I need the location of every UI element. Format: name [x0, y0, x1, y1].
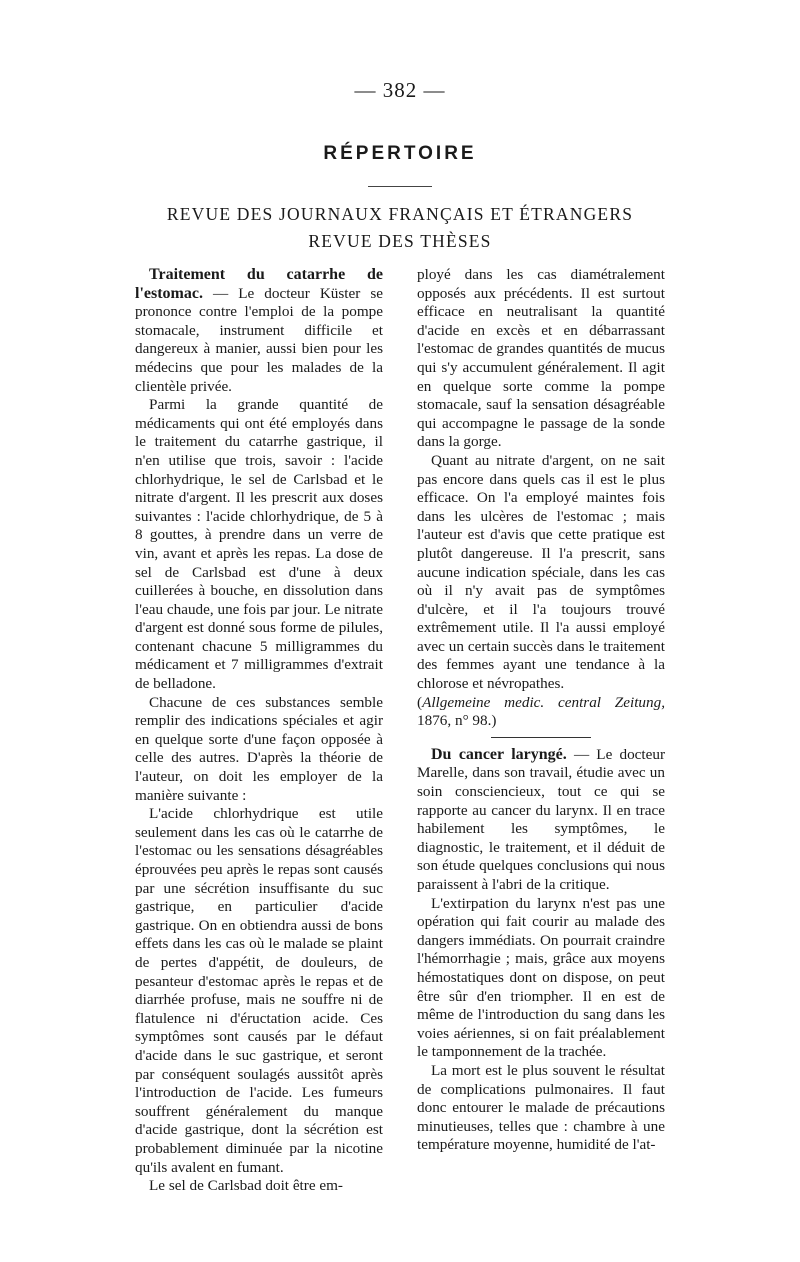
article-1-paragraph-1: [135, 266, 383, 396]
article-1-paragraph-6: Quant au nitrate d'argent, on ne sait pas encore dans quels cas il est le plus efficace. On l'a employé maintes fois dans les ulcères de l'estomac ; mais l'auteur est d'avis que cette pratique est plutôt dangereuse. Il l'a prescrit, sans aucune indication spéciale, dans les cas où il n'y avait pas de symptômes d'ulcère, et il l'a toujours trouvé extrêmement utile. Il l'a aussi employé avec un certain succès dans le traitement des femmes ayant une tendance à la chlorose et névropathes.: [417, 451, 665, 693]
citation-issue: 1876, n° 98.): [417, 712, 497, 730]
article-2-paragraph-1: [417, 746, 665, 895]
section-title: RÉPERTOIRE: [323, 143, 477, 164]
article-1-paragraph-3: Chacune de ces substances semble remplir des indications spéciales et agir en quelque sorte d'une façon opposée à celle des autres. D'après la théorie de l'auteur, on doit les employer de la manière suivante :: [135, 693, 383, 804]
article-1-intro-text: — Le docteur Küster se prononce contre l'emploi de la pompe stomacale, instrument difficile et dangereux à manier, aussi bien pour les médecins que pour les malades de la clientèle privée.: [135, 284, 383, 395]
left-column: [135, 266, 383, 1196]
citation-journal: Allgemeine medic. central Zeitung,: [422, 693, 665, 711]
citation-open-paren: (: [417, 693, 423, 711]
subheading-journals: REVUE DES JOURNAUX FRANÇAIS ET ÉTRANGERS: [166, 204, 634, 224]
right-column: [417, 266, 665, 1155]
article-1-title: Traitement du catarrhe de l'estomac.: [135, 266, 383, 302]
article-2-paragraph-2: L'extirpation du larynx n'est pas une opération qui fait courir au malade des dangers immédiats. On pourrait craindre l'hémorrhagie ; mais, grâce aux moyens hémostatiques dont on dispose, on peut être sûr d'en triompher. Il en est de même de l'introduction du sang dans les voies aériennes, si on fait préalablement le tamponnement de la trachée.: [417, 894, 665, 1061]
article-1-paragraph-4: L'acide chlorhydrique est utile seulement dans les cas où le catarrhe de l'estomac ou les sensations désagréables éprouvées peu après le repas sont causés par une sécrétion insuffisante du suc gastrique, en particulier d'acide gastrique. On en obtiendra aussi de bons effets dans les cas où le malade se plaint de pertes d'appétit, de douleurs, de pesanteur d'estomac après le repas et de diarrhée profuse, mais ne souffre ni de flatulence ni d'éructation acide. Ces symptômes sont causés par le défaut d'acide dans le suc gastrique, et seront par conséquent soulagés aussitôt après l'introduction de l'acide. Les fumeurs souffrent généralement du manque d'acide gastrique, dont la sécrétion est probablement diminuée par la nicotine qu'ils avalent en fumant.: [135, 805, 383, 1176]
page-number: — 382 —: [354, 78, 446, 102]
subheading-theses: REVUE DES THÈSES: [308, 231, 492, 251]
article-2-intro-text: — Le docteur Marelle, dans son travail, étudie avec un soin consciencieux, tout ce qui se rapporte au cancer du larynx. Il en trace habilement les symptômes, le diagnostic, le traitement, et il déduit de son étude quelques conclusions qui nous paraissent à l'abri de la critique.: [417, 745, 666, 893]
article-1-paragraph-5: Le sel de Carlsbad doit être em-: [149, 1177, 343, 1195]
article-2-paragraph-3: La mort est le plus souvent le résultat de complications pulmonaires. Il faut donc entourer le malade de précautions minutieuses, telles que : chambre à une température moyenne, humidité de l'at-: [417, 1061, 665, 1154]
article-1-citation: [417, 694, 665, 731]
title-rule: [368, 186, 432, 187]
article-1-paragraph-2: Parmi la grande quantité de médicaments qui ont été employés dans le traitement du catarrhe gastrique, il n'en utilise que trois, savoir : l'acide chlorhydrique, le sel de Carlsbad et le nitrate d'argent. Il les prescrit aux doses suivantes : l'acide chlorhydrique, de 5 à 8 gouttes, à prendre dans un verre de vin, avant et après les repas. La dose de sel de Carlsbad est d'une à deux cuillerées à bouche, en dissolution dans l'eau chaude, une fois par jour. Le nitrate d'argent est donné sous forme de pilules, contenant chacune 5 milligrammes du médicament et 7 milligrammes d'extrait de belladone.: [135, 396, 383, 693]
article-2-title: Du cancer laryngé.: [431, 745, 567, 763]
article-1-paragraph-5-continued: ployé dans les cas diamétralement opposés aux précédents. Il est surtout efficace en neutralisant la quantité d'acide en excès et en débarrassant l'estomac de grandes quantités de mucus qui s'y accumulent généralement. Il agit en quelque sorte comme la pompe stomacale, sauf la sensation désagréable qui accompagne le passage de la sonde dans la gorge.: [417, 266, 665, 451]
article-separator-rule: [491, 737, 591, 738]
